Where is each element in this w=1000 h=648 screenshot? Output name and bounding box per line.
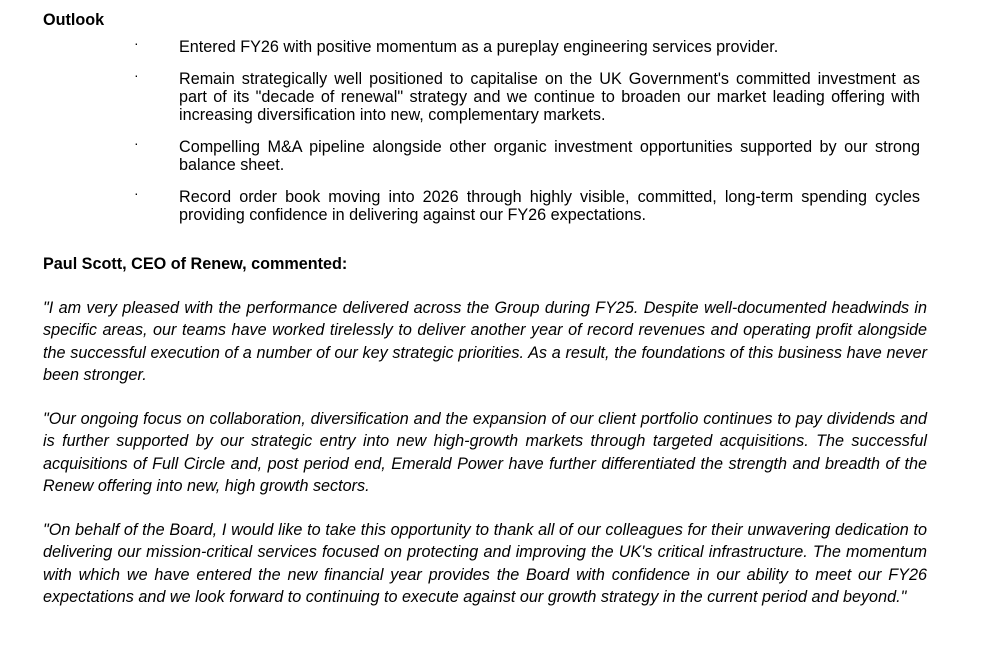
ceo-comment-heading: Paul Scott, CEO of Renew, commented: bbox=[43, 255, 348, 273]
outlook-bullet-text: Record order book moving into 2026 through highly visible, committed, long-term spending cycles providing confidence in delivering against our FY26 expectations. bbox=[179, 188, 920, 225]
bullet-marker: · bbox=[134, 35, 139, 51]
outlook-bullet-text: Entered FY26 with positive momentum as a pureplay engineering services provider. bbox=[179, 38, 779, 56]
bullet-marker: · bbox=[134, 67, 139, 83]
outlook-bullet-text: Remain strategically well positioned to capitalise on the UK Government's committed investment as part of its "decade of renewal" strategy and we continue to broaden our market leading offering with increasing diversification into new, complementary markets. bbox=[179, 70, 920, 125]
outlook-bullet-text: Compelling M&A pipeline alongside other organic investment opportunities supported by our strong balance sheet. bbox=[179, 138, 920, 175]
ceo-quote-paragraph: "I am very pleased with the performance delivered across the Group during FY25. Despite well-documented headwinds in specific areas, our teams have worked tirelessly to deliver another year of record revenues and operating profit alongside the successful execution of a number of our key strategic priorities. As a result, the foundations of this business have never been stronger. bbox=[43, 299, 927, 384]
bullet-marker: · bbox=[134, 135, 139, 151]
ceo-quote-paragraph: "On behalf of the Board, I would like to take this opportunity to thank all of our colleagues for their unwavering dedication to delivering our mission-critical services focused on protecting and improving the UK's critical infrastructure. The momentum with which we have entered the new financial year provides the Board with confidence in our ability to meet our FY26 expectations and we look forward to continuing to execute against our growth strategy in the current period and beyond." bbox=[43, 521, 927, 606]
bullet-marker: · bbox=[134, 185, 139, 201]
ceo-quote-paragraph: "Our ongoing focus on collaboration, diversification and the expansion of our client portfolio continues to pay dividends and is further supported by our strategic entry into new high-growth markets through targeted acquisitions. The successful acquisitions of Full Circle and, post period end, Emerald Power have further differentiated the strength and breadth of the Renew offering into new, high growth sectors. bbox=[43, 410, 927, 495]
outlook-heading: Outlook bbox=[43, 11, 105, 29]
